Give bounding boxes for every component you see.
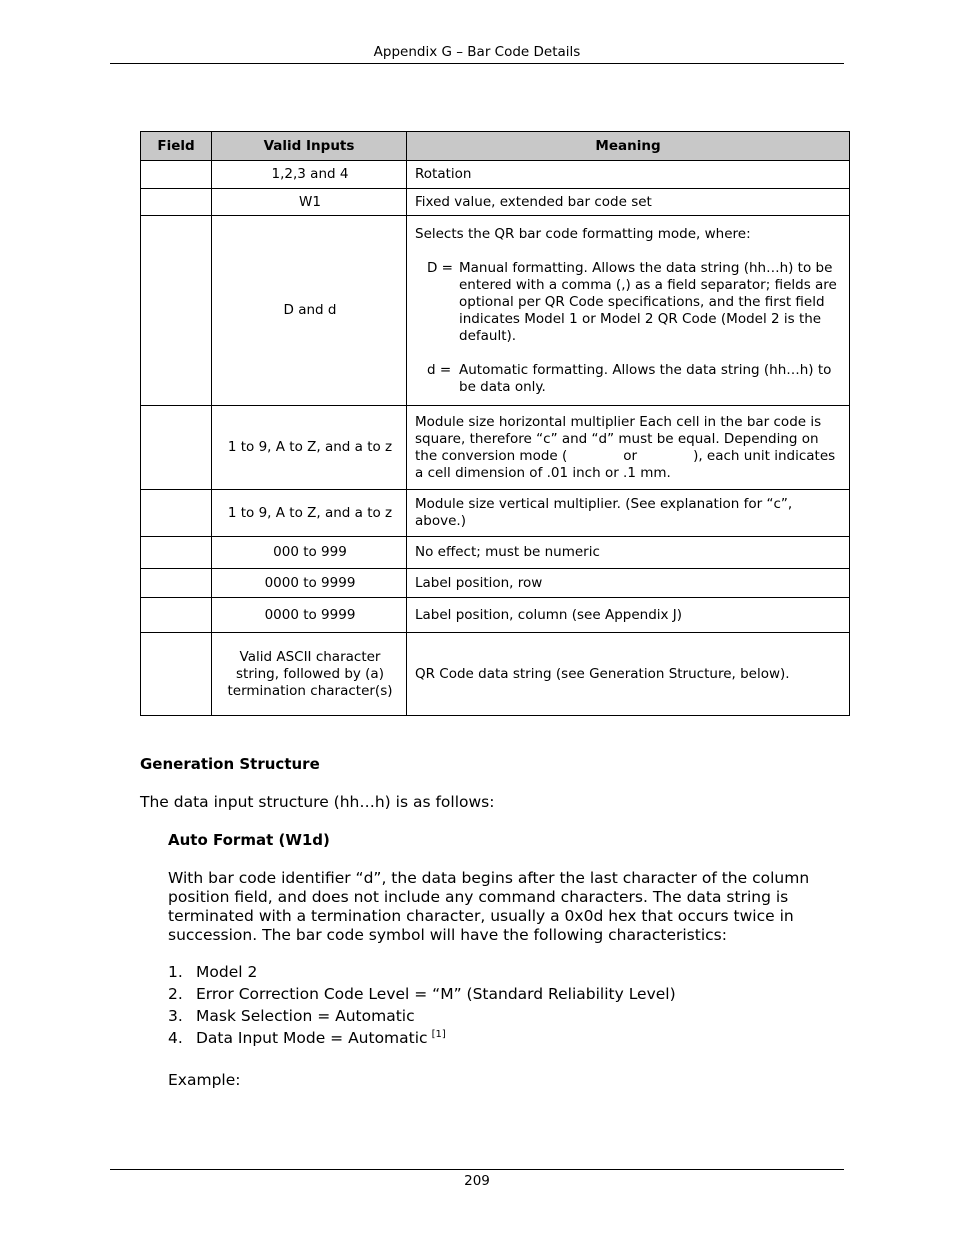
table-row — [141, 490, 850, 537]
valid-inputs-cell: Valid ASCII character string, followed by (a) termination character(s) — [212, 633, 407, 716]
header-field: Field — [141, 132, 212, 161]
intro-paragraph: The data input structure (hh…h) is as follows: — [140, 793, 495, 811]
meaning-cell: Module size vertical multiplier. (See explanation for “c”, above.) — [407, 490, 850, 537]
valid-inputs-cell: 1 to 9, A to Z, and a to z — [212, 406, 407, 490]
valid-inputs-cell: 000 to 999 — [212, 537, 407, 569]
header-meaning: Meaning — [407, 132, 850, 161]
valid-inputs-cell: 0000 to 9999 — [212, 598, 407, 633]
table-row — [141, 406, 850, 490]
table-row — [141, 633, 850, 716]
table-row — [141, 161, 850, 189]
field-table — [140, 131, 850, 716]
list-number: 1. — [168, 963, 183, 981]
definition-key: d = — [427, 361, 452, 378]
field-cell — [141, 161, 212, 189]
table-row — [141, 537, 850, 569]
valid-inputs-cell: 1,2,3 and 4 — [212, 161, 407, 189]
example-label: Example: — [168, 1071, 241, 1089]
valid-inputs-cell: D and d — [212, 216, 407, 406]
definition-text: Automatic formatting. Allows the data string (hh…h) to be data only. — [459, 361, 832, 395]
definition-automatic — [427, 362, 843, 396]
table-row — [141, 216, 850, 406]
field-cell — [141, 633, 212, 716]
meaning-cell: Label position, column (see Appendix J) — [407, 598, 850, 633]
subheading-auto-format: Auto Format (W1d) — [168, 831, 330, 849]
list-number: 4. — [168, 1029, 183, 1047]
list-number: 3. — [168, 1007, 183, 1025]
field-cell — [141, 569, 212, 598]
meaning-cell — [407, 216, 850, 406]
table-header-row — [141, 132, 850, 161]
meaning-text-b: or — [623, 447, 638, 464]
list-item — [168, 985, 676, 1007]
page-header: Appendix G – Bar Code Details — [110, 44, 844, 64]
field-cell — [141, 189, 212, 216]
footer-rule — [110, 1169, 844, 1170]
valid-inputs-cell: W1 — [212, 189, 407, 216]
list-item — [168, 963, 676, 985]
section-heading-generation: Generation Structure — [140, 755, 320, 773]
list-text: Error Correction Code Level = “M” (Standard Reliability Level) — [196, 985, 676, 1003]
list-text: Data Input Mode = Automatic — [196, 1029, 428, 1047]
definition-key: D = — [427, 259, 453, 276]
meaning-intro: Selects the QR bar code formatting mode, where: — [415, 225, 751, 242]
list-item — [168, 1029, 676, 1051]
table-row — [141, 598, 850, 633]
table-row — [141, 189, 850, 216]
meaning-text-a: Module size horizontal multiplier Each cell in the bar code is square, therefore “c” and “d” must be equal. Depending on the conversion mode ( — [415, 413, 822, 464]
field-cell — [141, 216, 212, 406]
field-cell — [141, 598, 212, 633]
valid-inputs-cell: 0000 to 9999 — [212, 569, 407, 598]
field-cell — [141, 406, 212, 490]
page-number: 209 — [464, 1173, 490, 1189]
meaning-cell — [407, 406, 850, 490]
list-text: Mask Selection = Automatic — [196, 1007, 415, 1025]
table-row — [141, 569, 850, 598]
field-cell — [141, 537, 212, 569]
meaning-cell: No effect; must be numeric — [407, 537, 850, 569]
characteristics-list — [168, 963, 676, 1051]
valid-inputs-cell: 1 to 9, A to Z, and a to z — [212, 490, 407, 537]
definition-text: Manual formatting. Allows the data string (hh…h) to be entered with a comma (,) as a field separator; fields are optional per QR Code specifications, and the first field indicates Model 1 or Model 2 QR Code (Model 2 is the default). — [459, 259, 837, 344]
footnote-reference: [1] — [431, 1029, 446, 1040]
list-text: Model 2 — [196, 963, 258, 981]
description-paragraph: With bar code identifier “d”, the data begins after the last character of the column position field, and does not include any command characters. The data string is terminated with a termination character, usually a 0x0d hex that occurs twice in succession. The bar code symbol will have the following characteristics: — [168, 869, 810, 944]
meaning-cell: Fixed value, extended bar code set — [407, 189, 850, 216]
meaning-cell: QR Code data string (see Generation Structure, below). — [407, 633, 850, 716]
meaning-text-c: ), each unit indicates a cell dimension of .01 inch or .1 mm. — [415, 447, 836, 481]
meaning-cell: Label position, row — [407, 569, 850, 598]
field-cell — [141, 490, 212, 537]
meaning-cell: Rotation — [407, 161, 850, 189]
list-number: 2. — [168, 985, 183, 1003]
list-item — [168, 1007, 676, 1029]
definition-manual — [427, 260, 843, 345]
header-valid-inputs: Valid Inputs — [212, 132, 407, 161]
